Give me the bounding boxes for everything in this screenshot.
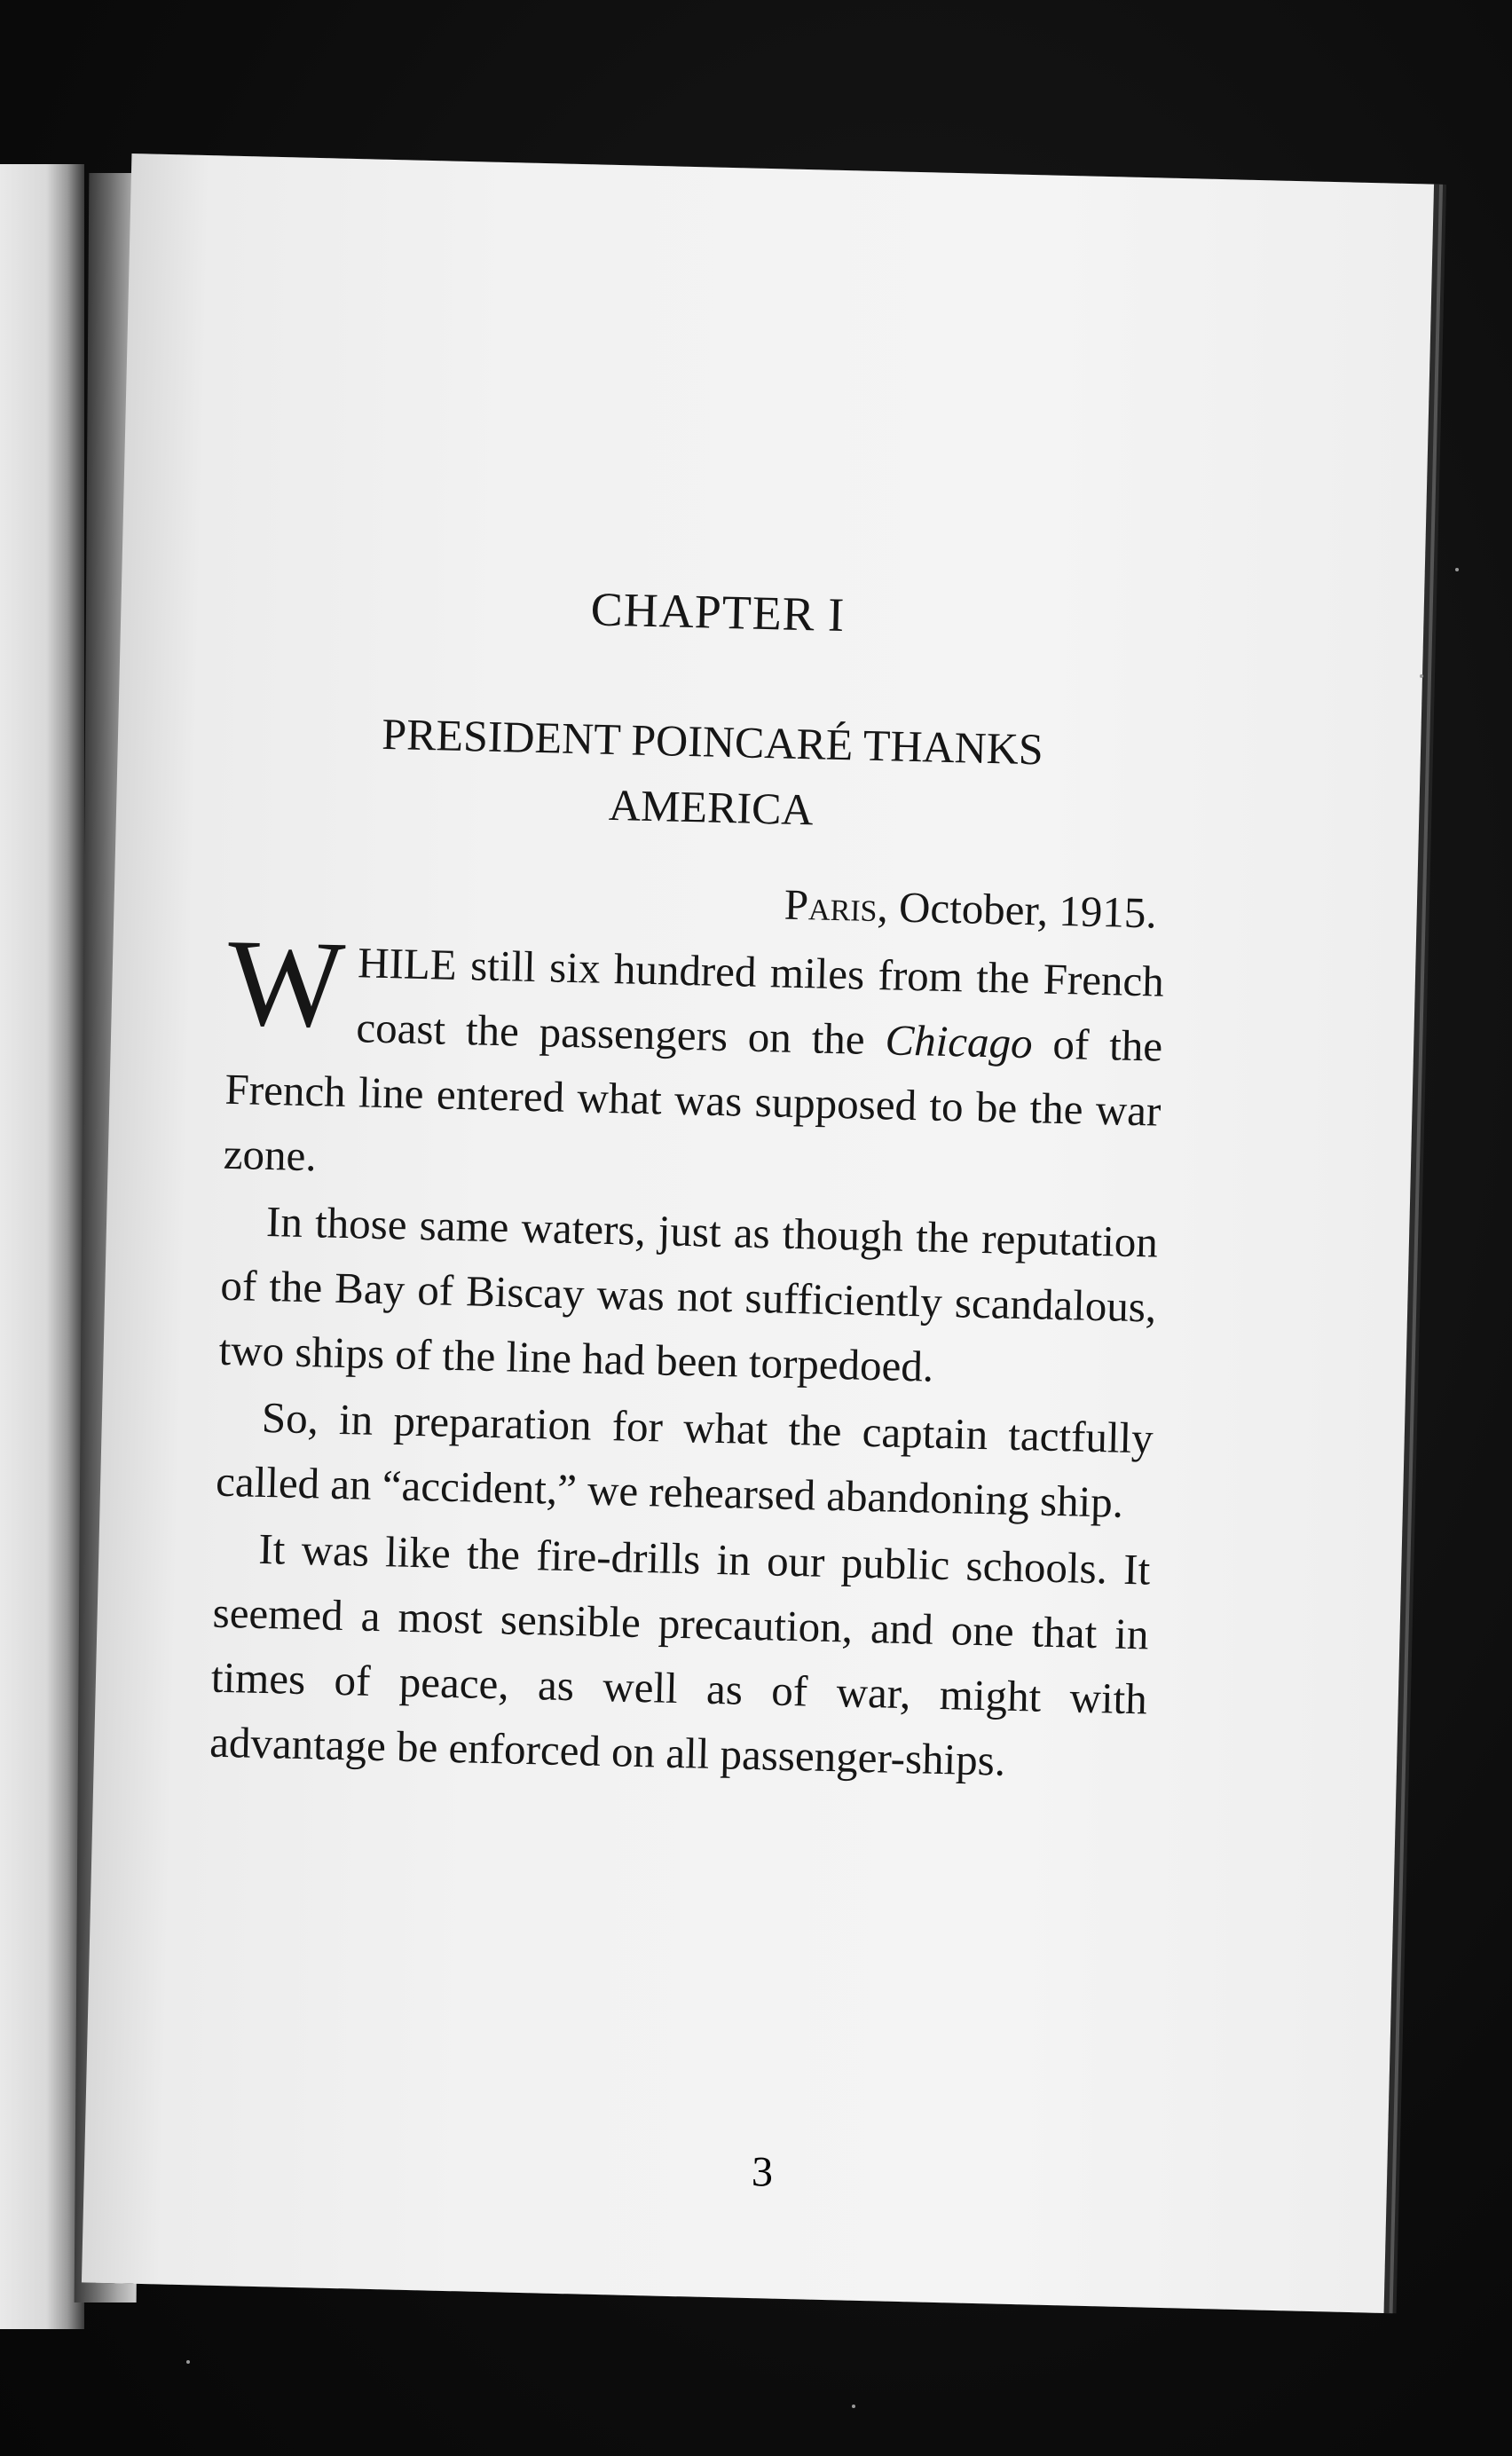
paragraph-1-text-a: HILE still six hundred miles from the French coast the passengers on the <box>355 938 1165 1065</box>
book-page <box>82 154 1434 2313</box>
drop-cap: W <box>225 913 347 1054</box>
page-number: 3 <box>751 2148 774 2196</box>
dateline <box>229 866 1157 939</box>
paragraph-3: So, in preparation for what the captain tactfully called an “accident,” we rehearsed abandoning ship. <box>215 1392 1154 1527</box>
chapter-number: CHAPTER I <box>590 582 846 642</box>
dust-speck <box>1455 568 1459 571</box>
chapter-title-line-1: PRESIDENT POINCARÉ THANKS <box>381 708 1044 775</box>
chapter-title <box>232 697 1170 851</box>
dust-speck <box>852 2405 855 2408</box>
paragraph-1-text-b: of the French line entered what was supposed to be the war zone. <box>223 1019 1163 1181</box>
dateline-place: Paris <box>784 879 878 932</box>
dust-speck <box>1420 674 1423 678</box>
paragraph-4: It was like the fire-drills in our public schools. It seemed a most sensible precaution, and one that in times of peace, as well as of war, might with advantage be enforced on all passenger-ships. <box>209 1523 1151 1785</box>
paragraph-1 <box>223 913 1165 1208</box>
left-page-edge <box>0 164 84 2329</box>
page-content <box>209 573 1173 1796</box>
paragraph-2: In those same waters, just as though the reputation of the Bay of Biscay was not sufficiently scandalous, two ships of the line had been torpedoed. <box>218 1196 1159 1391</box>
dateline-date: , October, 1915. <box>876 882 1158 938</box>
ship-name-italic: Chicago <box>884 1015 1034 1068</box>
chapter-title-line-2: AMERICA <box>608 779 815 835</box>
dust-speck <box>186 2360 190 2364</box>
